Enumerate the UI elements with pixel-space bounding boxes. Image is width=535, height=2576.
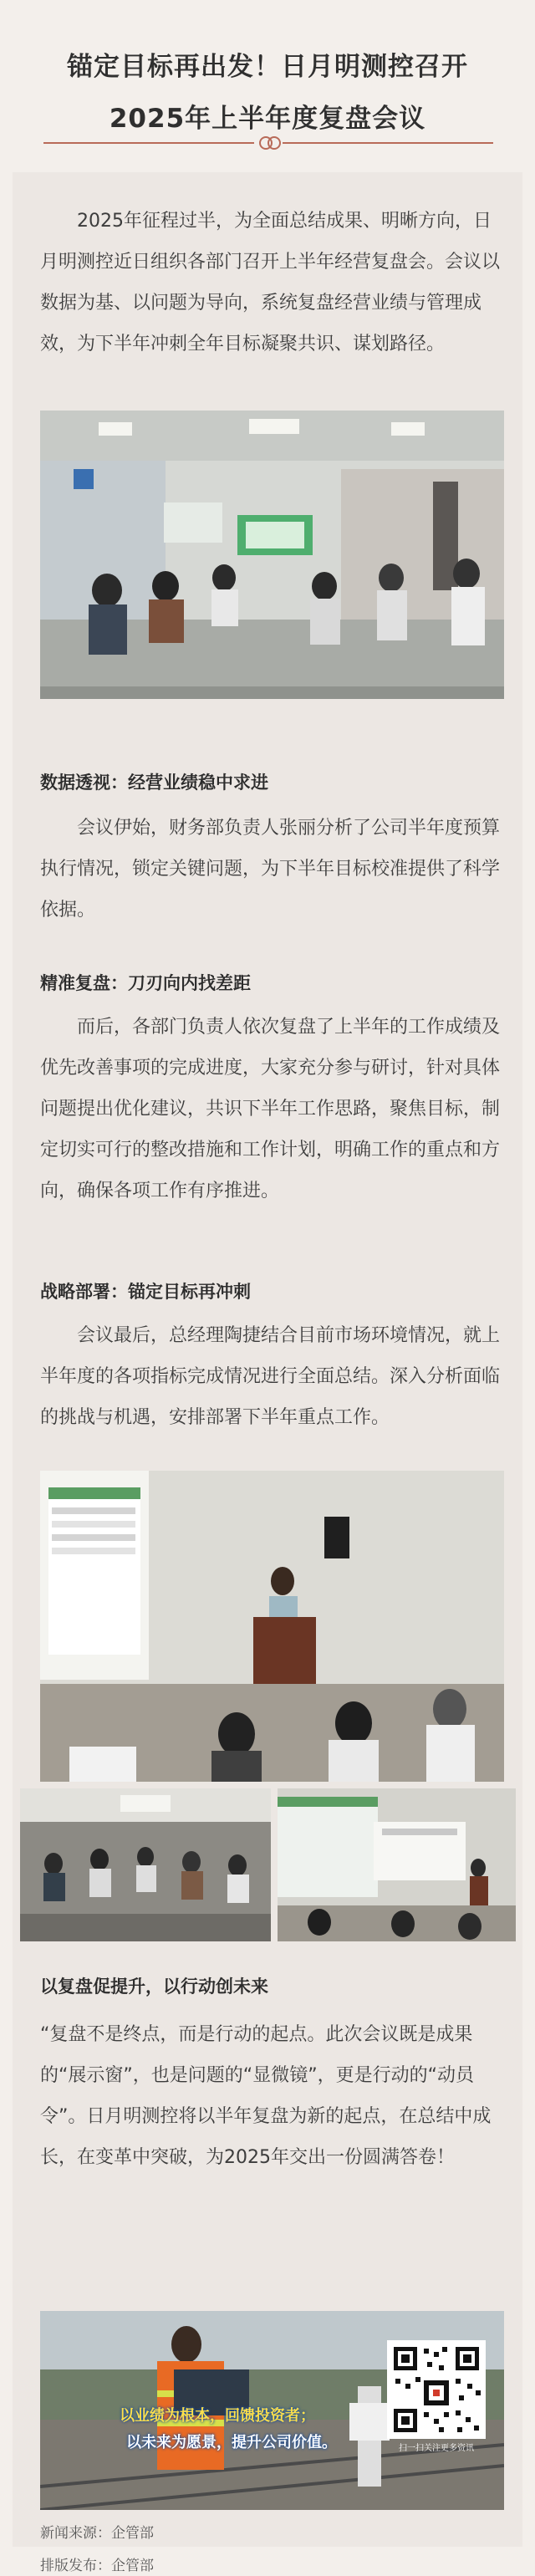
layout-publisher: 排版发布：企管部 [40, 2558, 154, 2574]
intro-paragraph: 2025年征程过半，为全面总结成果、明晰方向，日月明测控近日组织各部门召开上半年经营复盘会。会议以数据为基、以问题为导向，系统复盘经营业绩与管理成效，为下半年冲刺全年目标凝聚共识、谋划路径。 [40, 211, 501, 355]
qr-caption: 扫一扫关注更多资讯 [399, 2444, 474, 2453]
qr-code-block [387, 2340, 486, 2474]
section-body-data: 会议伊始，财务部负责人张丽分析了公司半年度预算执行情况，锁定关键问题，为下半年目标校准提供了科学依据。 [40, 818, 501, 921]
qr-code-icon [387, 2340, 486, 2439]
news-source: 新闻来源：企管部 [40, 2525, 154, 2542]
banner-slogan-line1: 以业绩为根本，回馈投资者； [120, 2407, 315, 2425]
banner-slogan-line2: 以未来为愿景，提升公司价值。 [126, 2434, 337, 2451]
title-divider-right [283, 142, 493, 144]
audience-photo [20, 1788, 271, 1941]
section-heading-action: 以复盘促提升，以行动创未来 [40, 1977, 268, 1997]
article-title-line2: 2025年上半年度复盘会议 [109, 104, 426, 134]
meeting-room-photo [40, 411, 504, 699]
title-divider-left [43, 142, 254, 144]
section-heading-data: 数据透视：经营业绩稳中求进 [40, 773, 268, 793]
interlocked-rings-icon [256, 134, 284, 152]
section-heading-review: 精准复盘：刀刃向内找差距 [40, 973, 251, 993]
slogan-banner [40, 2311, 504, 2510]
title-area [0, 0, 535, 172]
article-body [13, 172, 522, 2574]
section-body-review: 而后，各部门负责人依次复盘了上半年的工作成绩及优先改善事项的完成进度，大家充分参与研讨，针对具体问题提出优化建议，共识下半年工作思路，聚焦目标，制定切实可行的整改措施和工作计划，明确工作的重点和方向，确保各项工作有序推进。 [40, 1017, 501, 1201]
article-title-line1: 锚定目标再出发！日月明测控召开 [67, 52, 468, 82]
presentation-photo [278, 1788, 516, 1941]
section-heading-strategy: 战略部署：锚定目标再冲刺 [40, 1282, 251, 1302]
section-body-action: “复盘不是终点，而是行动的起点。此次会议既是成果的“展示窗”，也是问题的“显微镜”，更是行动的“动员令”。日月明测控将以半年复盘为新的起点，在总结中成长，在变革中突破，为2025年交出一份圆满答卷！ [40, 2024, 492, 2168]
section-body-strategy: 会议最后，总经理陶捷结合目前市场环境情况，就上半年度的各项指标完成情况进行全面总结。深入分析面临的挑战与机遇，安排部署下半年重点工作。 [40, 1325, 501, 1428]
speaker-photo [40, 1471, 504, 1782]
